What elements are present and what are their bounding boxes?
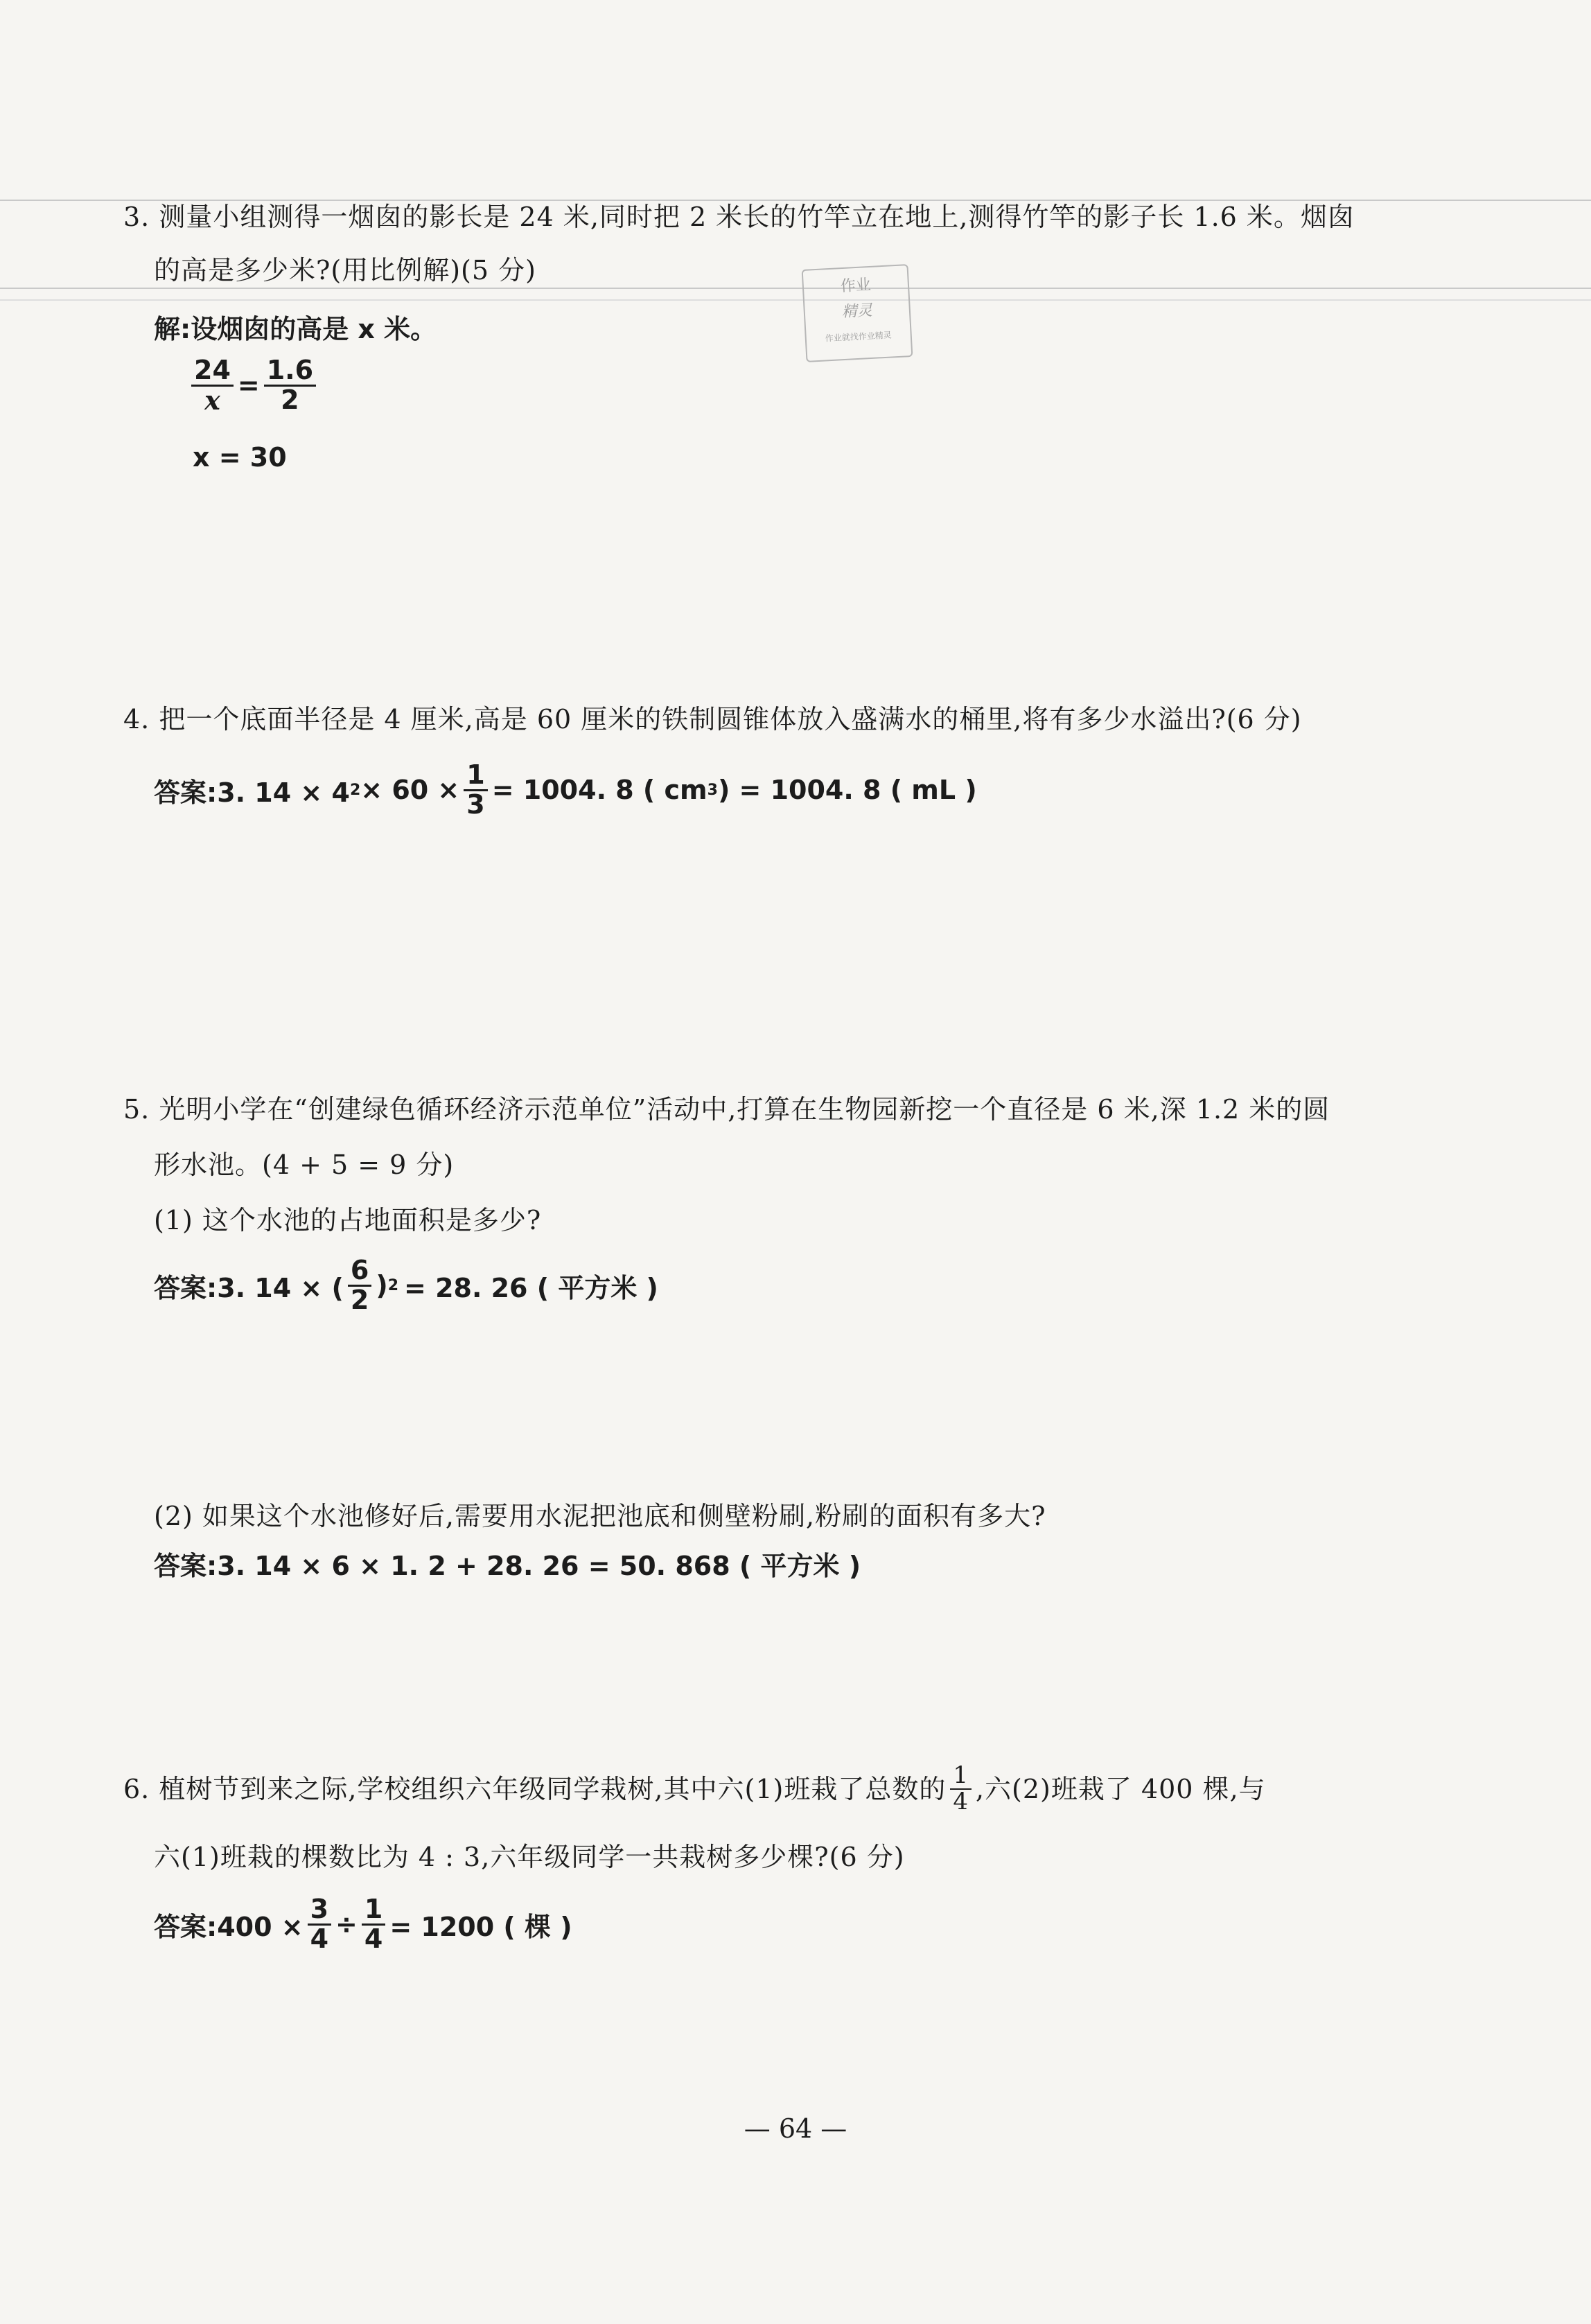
q3-equation-2: x = 30 <box>193 442 287 473</box>
q3-solution-intro: 解:设烟囱的高是 x 米。 <box>154 313 437 344</box>
q4-ans-mid: × 60 × <box>360 775 460 805</box>
q6-ans-f2-num: 1 <box>362 1896 385 1926</box>
q3-frac-right-den: 2 <box>281 384 299 415</box>
q4-ans-sup2: 3 <box>707 781 718 799</box>
q6-ans-fraction-2 <box>362 1893 385 1954</box>
q6-ans-suffix: = 1200 ( 棵 ) <box>389 1911 572 1942</box>
q3-frac-right <box>264 357 316 414</box>
q5-ans1-suffix: = 28. 26 ( 平方米 ) <box>404 1272 658 1303</box>
q5-answer-1 <box>154 1247 658 1323</box>
q4-ans-sup: 2 <box>349 781 361 799</box>
q6-line1-frac-den: 4 <box>953 1787 969 1815</box>
q6-ans-div: ÷ <box>335 1909 358 1939</box>
q4-answer <box>154 752 977 828</box>
q4-ans-end: ) = 1004. 8 ( mL ) <box>717 775 977 805</box>
q6-ans-fraction-1 <box>308 1893 331 1954</box>
q6-line-1 <box>123 1763 1266 1814</box>
q6-ans-f2-den: 4 <box>364 1923 383 1954</box>
q4-frac-den: 3 <box>466 789 485 820</box>
page-number: — 64 — <box>744 2113 847 2144</box>
stamp-text-1: 作业 <box>840 276 872 296</box>
q6-line1-fraction <box>950 1763 972 1814</box>
q4-fraction <box>464 759 487 820</box>
q3-frac-left-den: x <box>204 384 220 416</box>
q5-line-2: 形水池。(4 + 5 = 9 分) <box>154 1150 455 1180</box>
q6-line-2: 六(1)班栽的棵数比为 4 : 3,六年级同学一共栽树多少棵?(6 分) <box>154 1842 905 1872</box>
q6-line1-a: 6. 植树节到来之际,学校组织六年级同学栽树,其中六(1)班栽了总数的 <box>123 1773 947 1804</box>
q3-frac-left <box>191 357 234 414</box>
q3-frac-left-num: 24 <box>191 357 234 387</box>
q3-line-2: 的高是多少米?(用比例解)(5 分) <box>154 255 536 285</box>
q5-ans1-frac-num: 6 <box>348 1257 371 1287</box>
q4-frac-num: 1 <box>464 762 487 791</box>
q5-answer-2: 答案:3. 14 × 6 × 1. 2 + 28. 26 = 50. 868 ( 平方米 ) <box>154 1550 861 1581</box>
watermark-stamp <box>802 264 913 362</box>
header-rule-3 <box>0 299 1591 301</box>
q6-ans-f1-num: 3 <box>308 1896 331 1926</box>
q5-ans1-prefix: 答案:3. 14 × ( <box>154 1272 344 1303</box>
q5-ans1-close: ) <box>376 1270 388 1301</box>
q6-line1-frac-num: 1 <box>950 1763 972 1790</box>
q6-answer <box>154 1886 572 1962</box>
q4-ans-suffix: = 1004. 8 ( cm <box>491 775 707 805</box>
q5-ans1-frac-den: 2 <box>350 1284 369 1315</box>
stamp-text-2: 精灵 <box>841 301 873 322</box>
q6-ans-prefix: 答案:400 × <box>154 1911 304 1942</box>
q5-sub1: (1) 这个水池的占地面积是多少? <box>154 1205 542 1235</box>
q5-line-1: 5. 光明小学在“创建绿色循环经济示范单位”活动中,打算在生物园新挖一个直径是 6 米,深 1.2 米的圆 <box>123 1094 1330 1125</box>
q5-ans1-fraction <box>348 1254 371 1315</box>
stamp-text-3: 作业就找作业精灵 <box>825 330 893 344</box>
q4-ans-prefix: 答案:3. 14 × 4 <box>154 777 350 808</box>
q3-equals: = <box>237 370 260 401</box>
q4-line-1: 4. 把一个底面半径是 4 厘米,高是 60 厘米的铁制圆锥体放入盛满水的桶里,将有多少水溢出?(6 分) <box>123 704 1302 734</box>
q5-sub2: (2) 如果这个水池修好后,需要用水泥把池底和侧壁粉刷,粉刷的面积有多大? <box>154 1501 1046 1531</box>
q3-line-1: 3. 测量小组测得一烟囱的影长是 24 米,同时把 2 米长的竹竿立在地上,测得竹竿的影子长 1.6 米。烟囱 <box>123 202 1355 232</box>
q5-ans1-sup: 2 <box>387 1276 398 1294</box>
q3-equation-1 <box>187 357 320 414</box>
q3-frac-right-num: 1.6 <box>264 357 316 387</box>
q6-ans-f1-den: 4 <box>310 1923 329 1954</box>
q6-line1-b: ,六(2)班栽了 400 棵,与 <box>975 1773 1266 1804</box>
